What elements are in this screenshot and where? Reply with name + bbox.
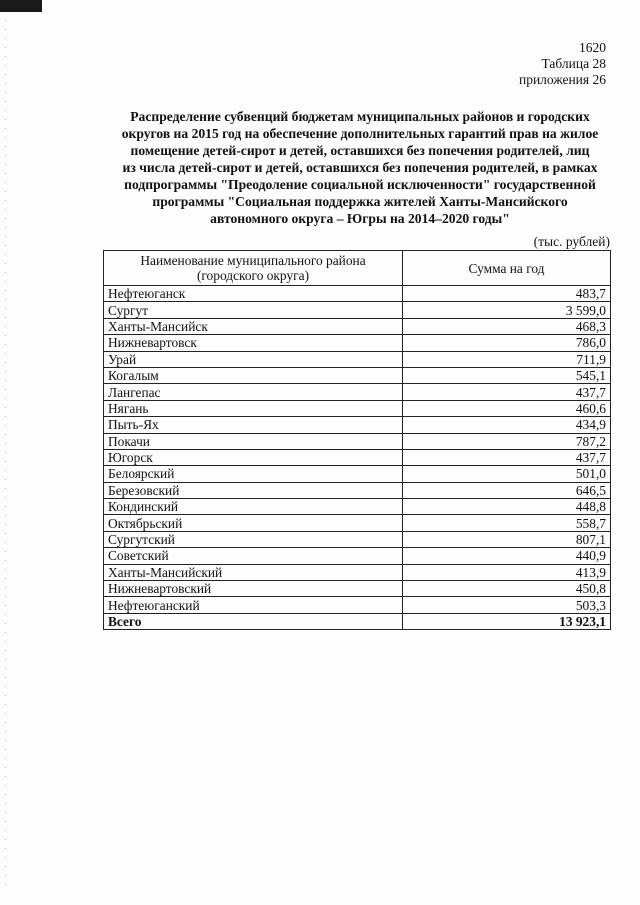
municipality-name: Покачи [104, 433, 403, 449]
municipality-name: Пыть-Ях [104, 417, 403, 433]
title-line: подпрограммы "Преодоление социальной исключенности" государственной [124, 177, 596, 192]
municipality-name: Когалым [104, 367, 403, 383]
amount-value: 545,1 [403, 367, 611, 383]
amount-value: 807,1 [403, 531, 611, 547]
amount-value: 483,7 [403, 286, 611, 302]
table-row [104, 466, 611, 482]
table-row [104, 548, 611, 564]
amount-value: 437,7 [403, 384, 611, 400]
table-row [104, 335, 611, 351]
table-row [104, 367, 611, 383]
municipality-name: Югорск [104, 449, 403, 465]
unit-label: (тыс. рублей) [533, 234, 610, 249]
amount-value: 501,0 [403, 466, 611, 482]
municipality-name: Сургутский [104, 531, 403, 547]
amount-value: 413,9 [403, 564, 611, 580]
table-row [104, 581, 611, 597]
municipality-name: Нижневартовский [104, 581, 403, 597]
table-row [104, 449, 611, 465]
document-title [100, 108, 620, 227]
amount-value: 503,3 [403, 597, 611, 613]
table-row [104, 531, 611, 547]
table-reference: Таблица 28 [541, 56, 606, 71]
document-header [519, 40, 606, 88]
municipality-name: Нефтеюганский [104, 597, 403, 613]
municipality-name: Советский [104, 548, 403, 564]
table-row [104, 433, 611, 449]
table-row [104, 286, 611, 302]
municipality-name: Нижневартовск [104, 335, 403, 351]
table-row [104, 597, 611, 613]
amount-value: 711,9 [403, 351, 611, 367]
amount-value: 558,7 [403, 515, 611, 531]
title-line: из числа детей-сирот и детей, оставшихся без попечения родителей, в рамках [122, 160, 598, 175]
table-row [104, 482, 611, 498]
table-row [104, 400, 611, 416]
table-row [104, 302, 611, 318]
table-row [104, 515, 611, 531]
table-row [104, 564, 611, 580]
page-number: 1620 [579, 40, 606, 55]
column-header-municipality [104, 251, 403, 286]
title-line: программы "Социальная поддержка жителей Ханты-Мансийского [152, 194, 568, 209]
municipality-name: Ханты-Мансийский [104, 564, 403, 580]
amount-value: 468,3 [403, 318, 611, 334]
table-row [104, 318, 611, 334]
municipality-name: Нефтеюганск [104, 286, 403, 302]
municipality-name: Урай [104, 351, 403, 367]
total-amount: 13 923,1 [403, 613, 611, 629]
title-line: автономного округа – Югры на 2014–2020 годы" [210, 211, 510, 226]
municipality-name: Белоярский [104, 466, 403, 482]
amount-value: 646,5 [403, 482, 611, 498]
municipality-name: Лангепас [104, 384, 403, 400]
table-row [104, 351, 611, 367]
total-row [104, 613, 611, 629]
column-header-line: Наименование муниципального района [140, 253, 366, 268]
municipality-name: Кондинский [104, 499, 403, 515]
municipality-name: Нягань [104, 400, 403, 416]
table-row [104, 499, 611, 515]
amount-value: 440,9 [403, 548, 611, 564]
subvention-table [103, 250, 611, 630]
municipality-name: Ханты-Мансийск [104, 318, 403, 334]
total-label: Всего [104, 613, 403, 629]
title-line: Распределение субвенций бюджетам муниципальных районов и городских [130, 109, 590, 124]
scan-corner-mark [0, 0, 42, 12]
amount-value: 437,7 [403, 449, 611, 465]
scan-edge-marks [5, 20, 6, 890]
amount-value: 448,8 [403, 499, 611, 515]
amount-value: 786,0 [403, 335, 611, 351]
column-header-amount: Сумма на год [403, 251, 611, 286]
title-line: помещение детей-сирот и детей, оставшихся без попечения родителей, лиц [130, 143, 590, 158]
column-header-line: (городского округа) [196, 268, 310, 283]
municipality-name: Сургут [104, 302, 403, 318]
appendix-reference: приложения 26 [518, 72, 606, 87]
table-header-row [104, 251, 611, 286]
title-line: округов на 2015 год на обеспечение дополнительных гарантий прав на жилое [121, 126, 599, 141]
table-row [104, 417, 611, 433]
amount-value: 3 599,0 [403, 302, 611, 318]
amount-value: 460,6 [403, 400, 611, 416]
amount-value: 450,8 [403, 581, 611, 597]
table-row [104, 384, 611, 400]
amount-value: 434,9 [403, 417, 611, 433]
amount-value: 787,2 [403, 433, 611, 449]
municipality-name: Октябрьский [104, 515, 403, 531]
municipality-name: Березовский [104, 482, 403, 498]
